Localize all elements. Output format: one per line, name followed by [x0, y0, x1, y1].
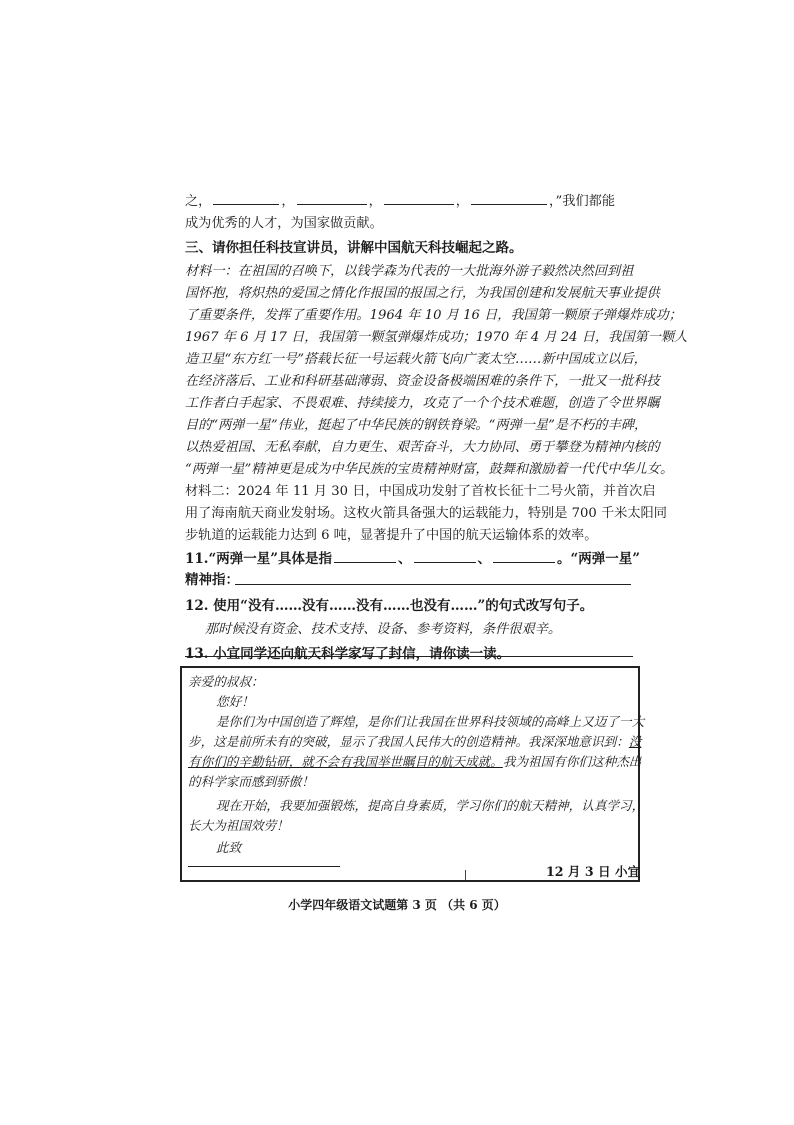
answer-blank[interactable] — [471, 190, 547, 205]
answer-blank[interactable] — [384, 190, 454, 205]
underlined-sentence: 有你们的辛勤钻研，就不会有我国举世瞩目的航天成就。 — [188, 754, 503, 769]
answer-blank[interactable] — [213, 190, 279, 205]
answer-blank[interactable] — [493, 548, 555, 563]
letter-paragraph-line: 现在开始，我要加强锻炼，提高自身素质，学习你们的航天精神，认真学习， — [216, 798, 645, 813]
letter-paragraph-line: 的科学家而感到骄傲！ — [188, 774, 314, 789]
letter-signature: 12 月 3 日 小宜 — [546, 864, 641, 879]
letter-closing: 此致 — [216, 840, 242, 855]
question-11-spirit: 精神指： — [185, 572, 239, 588]
material-line: 目的“两弹一星”伟业，挺起了中华民族的钢铁脊梁。“两弹一星”是不朽的丰碑， — [185, 418, 648, 433]
letter-hello: 您好！ — [216, 694, 254, 709]
letter-closing-blank[interactable] — [188, 866, 340, 867]
underlined-sentence: 没 — [628, 734, 642, 749]
material-line: 以热爱祖国、无私奉献，自力更生、艰苦奋斗，大力协同、勇于攀登为精神内核的 — [185, 440, 660, 455]
letter-paragraph-line: 步，这是前所未有的突破，显示了我国人民伟大的创造精神。我深深地意识到：没 — [188, 734, 642, 749]
material-line: 1967 年 6 月 17 日，我国第一颗氢弹爆炸成功；1970 年 4 月 24 日，我国第一颗人 — [185, 330, 688, 345]
material-line: 造卫星“东方红一号”搭载长征一号运载火箭飞向广袤太空……新中国成立以后， — [185, 352, 647, 367]
material-line: 材料一：在祖国的召唤下，以钱学森为代表的一大批海外游子毅然决然回到祖 — [185, 264, 634, 279]
answer-blank[interactable] — [297, 190, 367, 205]
material-line: 国怀抱，将炽热的爱国之情化作报国的报国之行，为我国创建和发展航天事业提供 — [185, 286, 660, 301]
material-line: 步轨道的运载能力达到 6 吨，显著提升了中国的航天运输体系的效率。 — [185, 528, 598, 543]
question-13: 13. 小宜同学还向航天科学家写了封信，请你读一读。 — [185, 646, 511, 662]
page-footer: 小学四年级语文试题第 3 页 （共 6 页） — [288, 898, 506, 912]
question-12: 12. 使用“没有……没有……没有……也没有……”的句式改写句子。 — [185, 598, 594, 614]
material-line: 了重要条件，发挥了重要作用。1964 年 10 月 16 日，我国第一颗原子弹爆炸成功； — [185, 308, 682, 323]
material-line: “两弹一星”精神更是成为中华民族的宝贵精神财富，鼓舞和激励着一代代中华儿女。 — [185, 462, 674, 477]
question-11: 11.“两弹一星”具体是指 、 、 。“两弹一星” — [185, 548, 635, 569]
fill-blank-line-1: 之， ， ， ， ，”我们都能 — [185, 190, 635, 212]
line-prefix: 之， — [185, 194, 212, 209]
material-line: 用了海南航天商业发射场。这枚火箭具备强大的运载能力，特别是 700 千米太阳同 — [185, 506, 667, 521]
answer-line[interactable] — [235, 584, 631, 585]
material-line: 工作者白手起家、不畏艰难、持续接力，攻克了一个个技术难题，创造了令世界瞩 — [185, 396, 660, 411]
letter-paragraph-line: 是你们为中国创造了辉煌，是你们让我国在世界科技领域的高峰上又迈了一大 — [216, 714, 645, 729]
divider-tick — [465, 870, 466, 880]
answer-blank[interactable] — [414, 548, 476, 563]
letter-greeting: 亲爱的叔叔： — [188, 674, 264, 689]
continuation-text: 成为优秀的人才，为国家做贡献。 — [185, 216, 383, 231]
material-line: 在经济落后、工业和科研基础薄弱、资金设备极端困难的条件下，一批又一批科技 — [185, 374, 660, 389]
line-suffix: ，”我们都能 — [548, 194, 616, 209]
letter-paragraph-line: 有你们的辛勤钻研，就不会有我国举世瞩目的航天成就。我为祖国有你们这种杰出 — [188, 754, 642, 769]
material-line: 材料二：2024 年 11 月 30 日，中国成功发射了首枚长征十二号火箭，并首次启 — [185, 484, 656, 499]
answer-blank[interactable] — [334, 548, 396, 563]
letter-paragraph-line: 长大为祖国效劳！ — [188, 818, 289, 833]
section-three-title: 三、请你担任科技宣讲员，讲解中国航天科技崛起之路。 — [185, 240, 523, 256]
question-12-sentence: 那时候没有资金、技术支持、设备、参考资料，条件很艰辛。 — [205, 622, 562, 637]
